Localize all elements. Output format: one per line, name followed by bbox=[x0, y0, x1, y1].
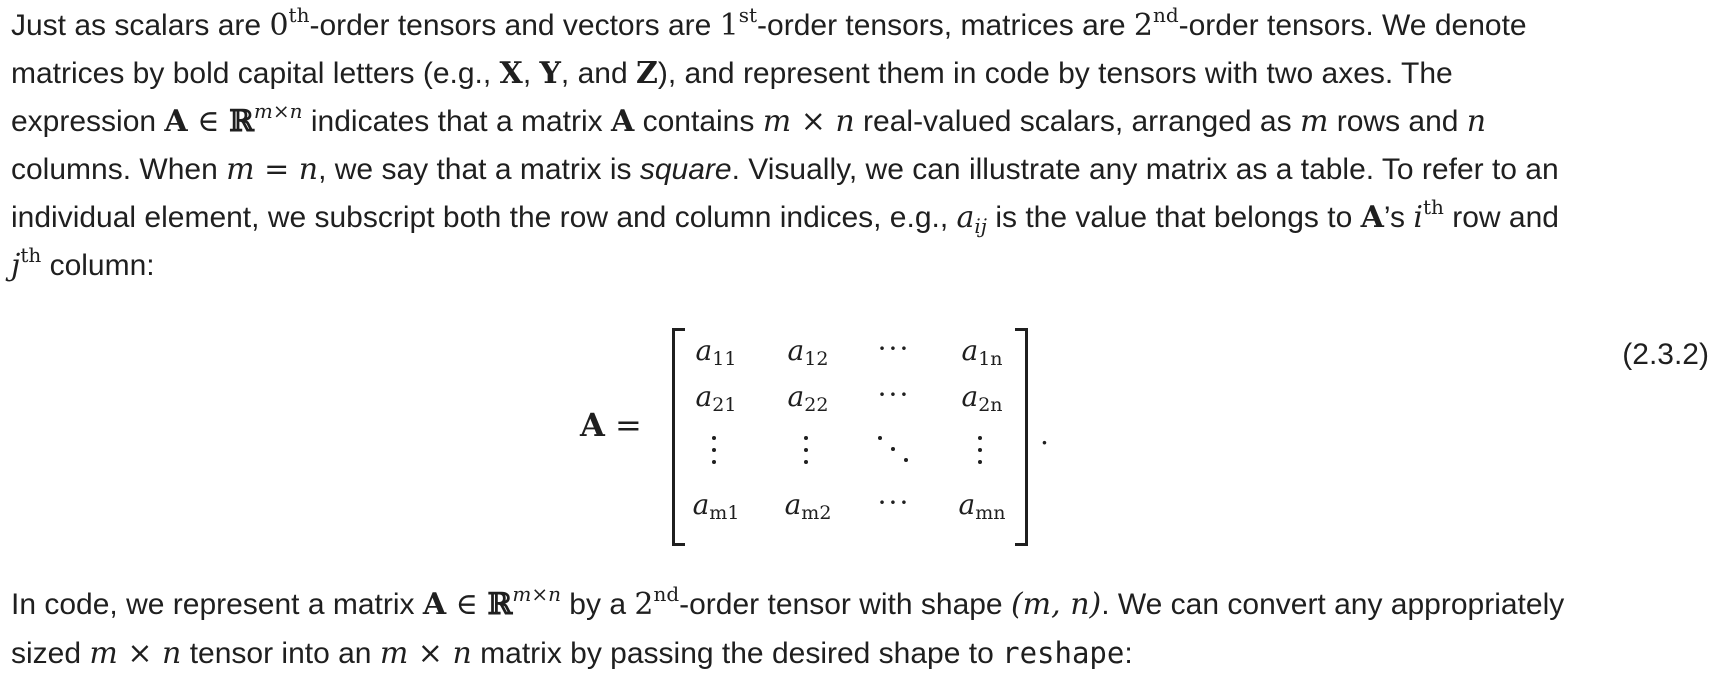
math-bold-a: A bbox=[1360, 200, 1384, 235]
text: is the value that belongs to bbox=[987, 201, 1361, 234]
cell-subscript: mn bbox=[975, 502, 1006, 524]
math-times: × bbox=[791, 104, 836, 139]
math-m-times-n: m × n bbox=[379, 636, 472, 671]
math-one: 1 bbox=[719, 8, 739, 43]
text: real-valued scalars, arranged as bbox=[854, 105, 1300, 138]
matrix-cell bbox=[787, 380, 829, 416]
cell-subscript: 12 bbox=[804, 348, 829, 370]
math-two: 2 bbox=[634, 587, 654, 622]
math-bold-a: A bbox=[422, 587, 447, 622]
text: -order tensors and vectors are bbox=[309, 9, 720, 42]
equation-number: (2.3.2) bbox=[1622, 338, 1709, 371]
math-bold-z: Z bbox=[635, 56, 658, 91]
text-line bbox=[11, 98, 1711, 146]
text: . We can convert any appropriately bbox=[1101, 588, 1565, 621]
matrix bbox=[672, 328, 1028, 542]
text: column: bbox=[41, 249, 155, 282]
math-n: n bbox=[298, 152, 319, 187]
text: matrices by bold capital letters (e.g., bbox=[11, 57, 500, 90]
math-m: m bbox=[1299, 104, 1329, 139]
text: -order tensors. We denote bbox=[1178, 9, 1527, 42]
cell-base: a bbox=[787, 380, 805, 413]
math-bold-a: A bbox=[611, 104, 635, 139]
text: contains bbox=[634, 105, 763, 138]
cell-base: a bbox=[784, 488, 802, 521]
text: rows and bbox=[1328, 105, 1467, 138]
matrix-cell bbox=[961, 334, 1003, 370]
cell-base: a bbox=[695, 334, 713, 367]
text: . Visually, we can illustrate any matrix as a table. To refer to an bbox=[731, 153, 1559, 186]
cell-subscript: m1 bbox=[709, 502, 740, 524]
text-line bbox=[11, 2, 1711, 50]
math-m-times-n: m × n bbox=[89, 636, 182, 671]
math-n: n bbox=[1466, 104, 1487, 139]
text-line bbox=[11, 629, 1711, 677]
matrix-cell-vdots bbox=[803, 436, 809, 472]
text-line bbox=[11, 242, 1711, 290]
paragraph-code-representation bbox=[11, 581, 1711, 677]
superscript-th: th bbox=[20, 243, 42, 267]
text: matrix by passing the desired shape to bbox=[471, 637, 1003, 670]
superscript-th: th bbox=[288, 3, 310, 27]
math-bold-x: X bbox=[499, 56, 523, 91]
text: -order tensors, matrices are bbox=[757, 9, 1134, 42]
math-shape-tuple: (m, n) bbox=[1010, 587, 1102, 622]
math-bold-a: A bbox=[580, 406, 605, 444]
matrix-cell-vdots bbox=[711, 436, 717, 472]
cell-base: a bbox=[787, 334, 805, 367]
text: sized bbox=[11, 637, 90, 670]
matrix-cell bbox=[961, 380, 1003, 416]
text: Just as scalars are bbox=[11, 9, 270, 42]
math-bold-a: A bbox=[164, 104, 188, 139]
text: by a bbox=[560, 588, 635, 621]
math-equals: = bbox=[254, 152, 299, 187]
superscript-th: th bbox=[1422, 195, 1444, 219]
text: indicates that a matrix bbox=[302, 105, 611, 138]
math-two: 2 bbox=[1133, 8, 1153, 43]
subscript-ij: ij bbox=[974, 214, 988, 238]
text-line bbox=[11, 581, 1711, 629]
paragraph-matrices-intro bbox=[11, 2, 1711, 290]
text: -order tensor with shape bbox=[679, 588, 1011, 621]
equation-lhs bbox=[580, 406, 642, 444]
math-reals: ℝ bbox=[228, 104, 254, 139]
cell-base: a bbox=[692, 488, 710, 521]
text: , we say that a matrix is bbox=[318, 153, 640, 186]
text: In code, we represent a matrix bbox=[11, 588, 423, 621]
math-j: j bbox=[11, 248, 21, 283]
right-bracket bbox=[1015, 328, 1028, 546]
cell-subscript: 11 bbox=[712, 348, 737, 370]
cell-base: a bbox=[961, 334, 979, 367]
math-bold-y: Y bbox=[539, 56, 561, 91]
cell-subscript: 22 bbox=[804, 394, 829, 416]
matrix-cell-hdots: ··· bbox=[877, 332, 911, 365]
superscript-m-times-n: m×n bbox=[512, 582, 561, 606]
inline-code-reshape: reshape bbox=[1002, 636, 1125, 670]
math-zero: 0 bbox=[269, 8, 289, 43]
text: expression bbox=[11, 105, 165, 138]
text: , and bbox=[560, 57, 636, 90]
math-element-of: ∈ bbox=[446, 587, 488, 622]
matrix-cell bbox=[695, 380, 737, 416]
matrix-cell-hdots: ··· bbox=[877, 378, 911, 411]
text: ), and represent them in code by tensors with two axes. The bbox=[657, 57, 1453, 90]
superscript-nd: nd bbox=[653, 582, 680, 606]
matrix-cell bbox=[695, 334, 737, 370]
cell-base: a bbox=[961, 380, 979, 413]
text-line bbox=[11, 194, 1711, 242]
math-element-of: ∈ bbox=[187, 104, 229, 139]
math-reals: ℝ bbox=[487, 587, 513, 622]
math-a: a bbox=[956, 200, 975, 235]
text: columns. When bbox=[11, 153, 227, 186]
matrix-cell-hdots: ··· bbox=[877, 486, 911, 519]
matrix-cell bbox=[958, 488, 1006, 524]
text-line bbox=[11, 146, 1711, 194]
cell-base: a bbox=[958, 488, 976, 521]
math-m: m bbox=[226, 152, 255, 187]
text: : bbox=[1124, 637, 1133, 670]
superscript-st: st bbox=[738, 3, 758, 27]
cell-subscript: 2n bbox=[978, 394, 1003, 416]
text: , bbox=[522, 57, 540, 90]
superscript-nd: nd bbox=[1152, 3, 1179, 27]
matrix-cell bbox=[784, 488, 832, 524]
cell-base: a bbox=[695, 380, 713, 413]
math-equals: = bbox=[604, 406, 642, 444]
matrix-cell-vdots bbox=[977, 436, 983, 472]
matrix-equation bbox=[0, 318, 1725, 548]
math-n: n bbox=[835, 104, 855, 139]
math-i: i bbox=[1413, 200, 1423, 235]
cell-subscript: 1n bbox=[978, 348, 1003, 370]
math-m: m bbox=[762, 104, 792, 139]
cell-subscript: 21 bbox=[712, 394, 737, 416]
equation-period: . bbox=[1040, 418, 1049, 451]
text-line bbox=[11, 50, 1711, 98]
text: tensor into an bbox=[181, 637, 380, 670]
cell-subscript: m2 bbox=[801, 502, 832, 524]
superscript-m-times-n: m×n bbox=[253, 99, 303, 123]
matrix-cell bbox=[787, 334, 829, 370]
left-bracket bbox=[672, 328, 685, 546]
text: ’s bbox=[1383, 201, 1414, 234]
text: individual element, we subscript both the row and column indices, e.g., bbox=[11, 201, 957, 234]
matrix-cell bbox=[692, 488, 740, 524]
emphasis-square: square bbox=[639, 153, 732, 186]
text: row and bbox=[1443, 201, 1559, 234]
